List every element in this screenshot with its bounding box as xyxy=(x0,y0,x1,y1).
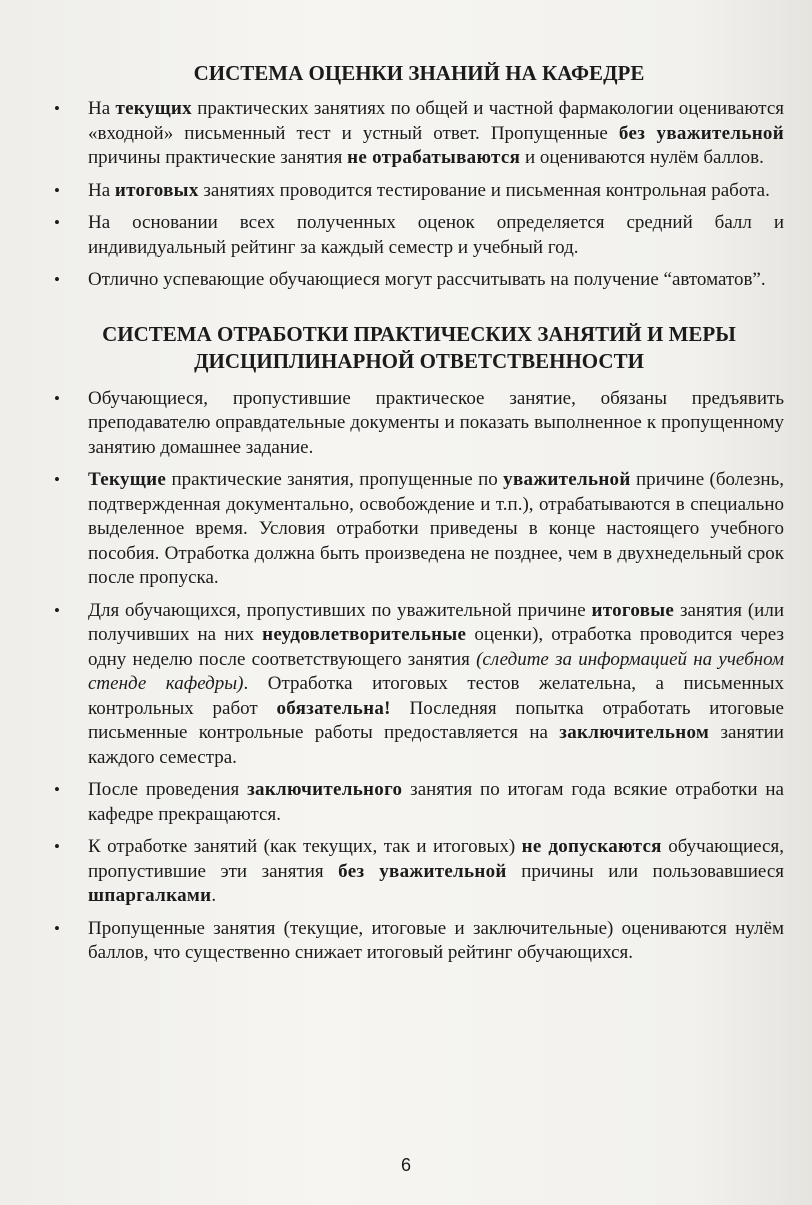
text-run: занятии каждого семестра. xyxy=(88,722,784,768)
list-item xyxy=(54,268,784,293)
text-run: Для обучающихся, пропустивших по уважительной причине xyxy=(88,599,592,621)
heading-line: СИСТЕМА ОТРАБОТКИ ПРАКТИЧЕСКИХ ЗАНЯТИЙ И МЕРЫ xyxy=(102,321,736,346)
text-run: практические занятия, пропущенные по xyxy=(166,469,504,490)
page-number: 6 xyxy=(400,1155,411,1175)
bold-run: текущих xyxy=(115,98,192,119)
heading-line: ДИСЦИПЛИНАРНОЙ ОТВЕТСТВЕННОСТИ xyxy=(194,348,644,373)
bold-run: не допускаются xyxy=(521,836,662,857)
text-run: На основании всех полученных оценок определяется средний балл и индивидуальный рейтинг за каждый семестр и учебный год. xyxy=(88,212,784,258)
grading-list xyxy=(54,97,784,293)
bold-run: итоговых xyxy=(114,179,199,201)
text-run: занятия (или получивших на них xyxy=(88,599,784,645)
text-run: Обучающиеся, пропустившие практическое занятие, обязаны предъявить преподавателю оправдательные документы и показать выполненное к пропущенному занятию домашнее задание. xyxy=(88,387,784,458)
page-content xyxy=(54,60,784,974)
text-run: Пропущенные занятия (текущие, итоговые и заключительные) оцениваются нулём баллов, что существенно снижает итоговый рейтинг обучающихся. xyxy=(88,917,784,963)
bold-run: итоговые xyxy=(591,599,675,621)
makeup-list xyxy=(54,387,784,966)
bold-run: заключительном xyxy=(559,722,710,743)
heading-grading-system: СИСТЕМА ОЦЕНКИ ЗНАНИЙ НА КАФЕДРЕ xyxy=(193,61,645,85)
list-item xyxy=(54,387,784,461)
bold-run: не отрабатываются xyxy=(347,147,521,168)
bold-run: заключительного xyxy=(247,779,403,800)
bold-run: обязательна! xyxy=(276,697,391,719)
bold-run: уважительной xyxy=(503,469,631,490)
text-run: После проведения xyxy=(88,779,248,800)
text-run: занятия по итогам года всякие отработки на кафедре прекращаются. xyxy=(88,779,784,825)
bold-run: без уважительной xyxy=(338,860,507,882)
text-run: . Отработка итоговых тестов желательна, а письменных контрольных работ xyxy=(88,673,784,719)
text-run: К отработке занятий (как текущих, так и итоговых) xyxy=(88,836,522,857)
text-run: практических занятиях по общей и частной фармакологии оцениваются «входной» письменный тест и устный ответ. Пропущенные xyxy=(88,98,785,144)
text-run: обучающиеся, пропустившие эти занятия xyxy=(88,836,784,882)
list-item xyxy=(54,179,784,204)
bold-run: Текущие xyxy=(88,469,167,490)
text-run: На xyxy=(88,179,115,201)
text-run: На xyxy=(88,98,116,119)
italic-run: (следите за информацией на учебном стенде кафедры) xyxy=(88,648,784,694)
text-run: причины практические занятия xyxy=(88,147,348,168)
bold-run: неудовлетворительные xyxy=(262,624,467,645)
list-item xyxy=(54,468,784,591)
list-item xyxy=(54,917,784,966)
list-item xyxy=(54,599,784,771)
text-run: и оцениваются нулём баллов. xyxy=(520,147,764,168)
text-run: Отлично успевающие обучающиеся могут рассчитывать на получение “автоматов”. xyxy=(88,269,766,290)
heading-makeup-system xyxy=(54,321,784,375)
list-item xyxy=(54,211,784,260)
list-item xyxy=(54,835,784,909)
text-run: занятиях проводится тестирование и письменная контрольная работа. xyxy=(198,179,770,201)
bold-run: без уважительной xyxy=(618,122,784,144)
bold-run: шпаргалками xyxy=(88,885,212,906)
list-item xyxy=(54,97,784,171)
text-run: оценки), отработка проводится через одну неделю после соответствующего занятия xyxy=(88,624,784,670)
text-run: причине (болезнь, подтвержденная документально, освобождение и т.п.), отрабатываются в специально выделенное время. Условия отработки приведены в конце настоящего учебного пособия. Отработка должна быть произведена не позднее, чем в двухнедельный срок после пропуска. xyxy=(88,469,784,588)
text-run: причины или пользовавшиеся xyxy=(506,860,784,882)
text-run: . xyxy=(211,885,217,906)
list-item xyxy=(54,778,784,827)
text-run: Последняя попытка отработать итоговые письменные контрольные работы предоставляется на xyxy=(88,697,784,743)
